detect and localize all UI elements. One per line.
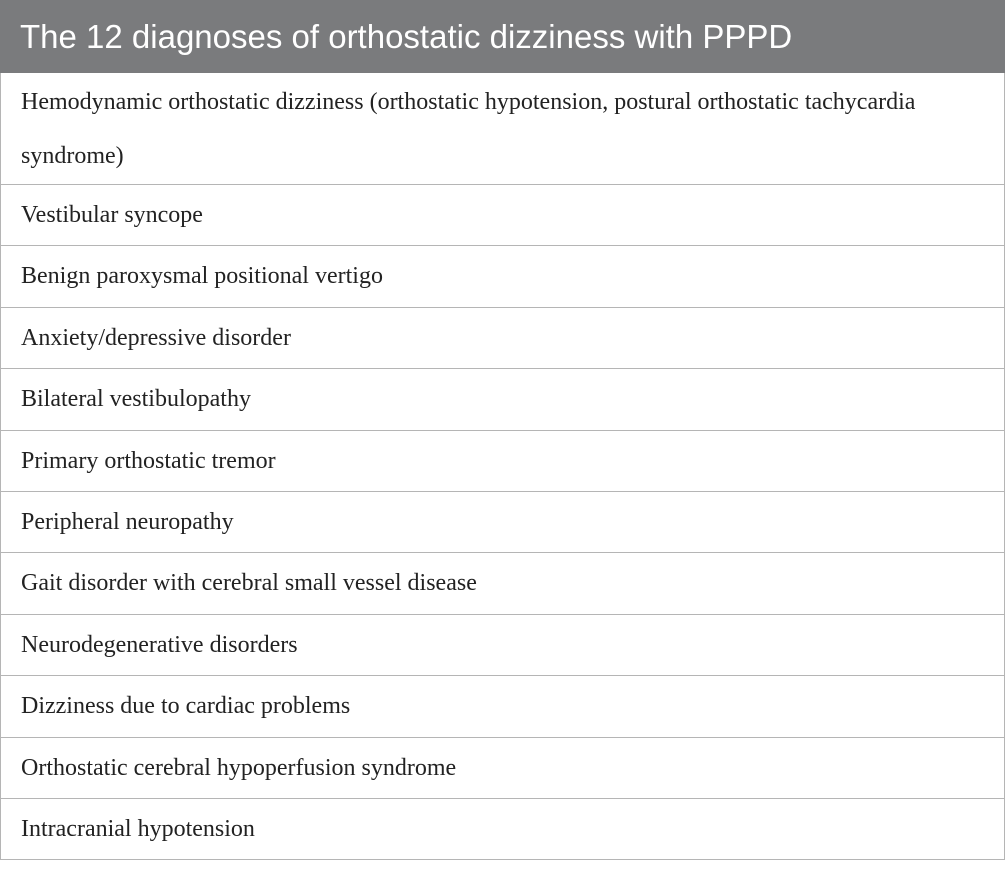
table-body [0, 73, 1005, 860]
table-row: Primary orthostatic tremor [1, 431, 1004, 492]
table-row: Orthostatic cerebral hypoperfusion syndrome [1, 738, 1004, 799]
table-row: Peripheral neuropathy [1, 492, 1004, 553]
table-title: The 12 diagnoses of orthostatic dizziness with PPPD [0, 0, 1005, 73]
table-row: Intracranial hypotension [1, 799, 1004, 860]
table-row: Bilateral vestibulopathy [1, 369, 1004, 430]
table-row: Vestibular syncope [1, 185, 1004, 246]
table-row: Gait disorder with cerebral small vessel disease [1, 553, 1004, 614]
table-row: Benign paroxysmal positional vertigo [1, 246, 1004, 307]
table-row: Anxiety/depressive disorder [1, 308, 1004, 369]
table-row: Dizziness due to cardiac problems [1, 676, 1004, 737]
table-row: Neurodegenerative disorders [1, 615, 1004, 676]
table-row: Hemodynamic orthostatic dizziness (orthostatic hypotension, postural orthostatic tachycardia syndrome) [1, 73, 1004, 185]
